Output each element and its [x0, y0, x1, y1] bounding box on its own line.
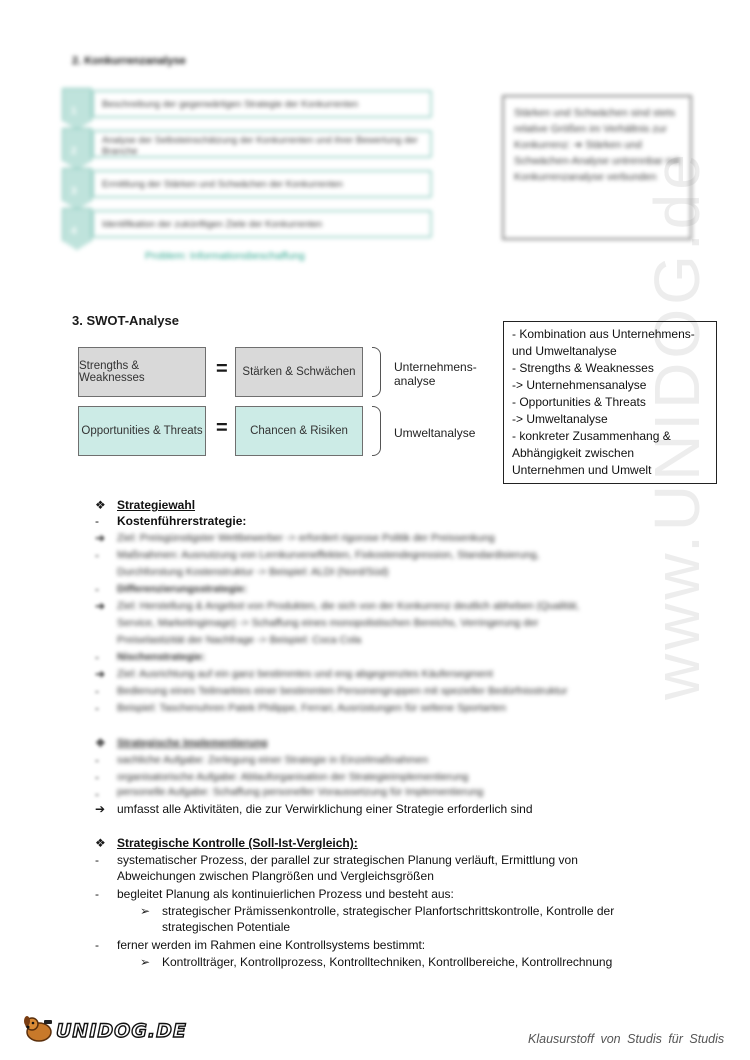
process-step: [62, 168, 432, 202]
note-line: - Opportunities & Threats: [512, 395, 646, 409]
blurred-line: organisatorische Aufgabe: Ablauforganisation der Strategieimplementierung: [117, 771, 469, 783]
chancen-risiken-box: Chancen & Risiken: [235, 406, 363, 456]
blurred-line: Maßnahmen: Ausnutzung von Lernkurveneffekten, Fixkostendegression, Standardisierung,: [117, 549, 540, 561]
blurred-line: Service, Marketingimage) -> Schaffung eines monopolistischen Bereichs, Verringerung der: [117, 617, 539, 629]
dash-bullet: -: [95, 548, 99, 562]
note-line: -> Umweltanalyse: [512, 412, 608, 426]
dash-bullet: -: [95, 582, 99, 596]
step-number: 1: [71, 106, 77, 117]
kontrolle-subitem: strategischer Prämissenkontrolle, strategischer Planfortschrittskontrolle, Kontrolle der: [162, 904, 615, 918]
note-line: - Strengths & Weaknesses: [512, 361, 654, 375]
dash-bullet: -: [95, 853, 99, 867]
step-arrow: [62, 128, 92, 170]
blurred-line: Bedienung eines Teilmarktes einer bestimmten Personengruppen mit spezieller Bedürfnisstruktur: [117, 685, 568, 697]
kontrolle-item: systematischer Prozess, der parallel zur strategischen Planung verläuft, Ermittlung von: [117, 853, 578, 867]
kostenfuehrer-heading: Kostenführerstrategie:: [117, 514, 247, 528]
note-line: - konkreter Zusammenhang & Abhängigkeit zwischen Unternehmen und Umwelt: [512, 429, 671, 477]
strengths-weaknesses-box: Strengths & Weaknesses: [78, 347, 206, 397]
blurred-line: Durchforstung Kostenstruktur -> Beispiel: ALDI (Nord/Süd): [117, 566, 389, 578]
dash-bullet: -: [95, 684, 99, 698]
strategiewahl-heading: Strategiewahl: [117, 498, 196, 512]
dash-bullet: -: [95, 514, 99, 528]
opportunities-threats-box: Opportunities & Threats: [78, 406, 206, 456]
dash-bullet: -: [95, 938, 99, 952]
kontrolle-item: Abweichungen zwischen Plangrößen und Vergleichsgrößen: [117, 869, 434, 883]
blurred-line: personelle Aufgabe: Schaffung personeller Voraussetzung für Implementierung: [117, 786, 484, 798]
diamond-bullet-icon: ❖: [95, 836, 106, 850]
kontrolle-item: begleitet Planung als kontinuierlichen Prozess und besteht aus:: [117, 887, 454, 901]
step-arrow: [62, 208, 92, 250]
dash-bullet: -: [95, 650, 99, 664]
brace-label-umweltanalyse: Umweltanalyse: [394, 426, 476, 440]
arrow-bullet-icon: ➔: [95, 599, 106, 613]
process-step: [62, 208, 432, 242]
kontrolle-subitem: strategischen Potentiale: [162, 920, 291, 934]
equals-sign: =: [216, 417, 228, 439]
arrow-bullet-icon: ➔: [95, 531, 106, 545]
process-problem: Problem: Informationsbeschaffung: [145, 250, 305, 262]
dash-bullet: -: [95, 887, 99, 901]
diamond-bullet-icon: ❖: [95, 498, 106, 512]
blurred-line: sachliche Aufgabe: Zerlegung einer Strategie in Einzelmaßnahmen: [117, 754, 429, 766]
blurred-line: Ziel: Herstellung & Angebot von Produkten, die sich von der Konkurrenz deutlich abheben (Qualität,: [117, 600, 580, 612]
dash-bullet: -: [95, 753, 99, 767]
blurred-line: Beispiel: Taschenuhren Patek Philippe, Ferrari, Ausrüstungen für seltene Sportarten: [117, 702, 507, 714]
triangle-bullet-icon: ➢: [140, 955, 151, 969]
kontrolle-item: ferner werden im Rahmen eine Kontrollsystems bestimmt:: [117, 938, 426, 952]
section3-heading: 3. SWOT-Analyse: [72, 313, 179, 328]
process-step: [62, 88, 432, 122]
watermark: www.UNIDOG.de: [641, 150, 713, 700]
note-line: -> Unternehmensanalyse: [512, 378, 647, 392]
brace: [372, 406, 381, 456]
arrow-bullet-icon: ➔: [95, 802, 106, 816]
brace-label-unternehmensanalyse: Unternehmens- analyse: [394, 360, 477, 388]
kontrolle-subitem: Kontrollträger, Kontrollprozess, Kontrolltechniken, Kontrollbereiche, Kontrollrechnung: [162, 955, 613, 969]
step-number: 3: [71, 186, 77, 197]
staerken-schwaechen-box: Stärken & Schwächen: [235, 347, 363, 397]
triangle-bullet-icon: ➢: [140, 904, 151, 918]
step-text: Ermittlung der Stärken und Schwächen der Konkurrenten: [92, 170, 432, 198]
unidog-logo-text: UNIDOG.DE: [56, 1020, 187, 1042]
dash-bullet: -: [95, 787, 99, 801]
footer-claim: Klausurstoff von Studis für Studis: [528, 1032, 725, 1046]
blurred-line: Strategische Implementierung: [117, 737, 268, 749]
blurred-line: Preiselastizität der Nachfrage -> Beispiel: Coca Cola: [117, 634, 362, 646]
dog-logo-icon: [22, 1015, 54, 1043]
blurred-line: Ziel: Ausrichtung auf ein ganz bestimmtes und eng abgegrenztes Käufersegment: [117, 668, 493, 680]
step-arrow: [62, 88, 92, 130]
blurred-line: Nischenstrategie:: [117, 651, 206, 663]
blurred-line: Differenzierungsstrategie:: [117, 583, 248, 595]
step-number: 2: [71, 146, 77, 157]
equals-sign: =: [216, 358, 228, 380]
section2-heading: 2. Konkurrenzanalyse: [72, 55, 186, 67]
dash-bullet: -: [95, 701, 99, 715]
arrow-bullet-icon: ➔: [95, 667, 106, 681]
step-text: Identifikation der zukünftigen Ziele der Konkurrenten: [92, 210, 432, 238]
process-step: [62, 128, 432, 162]
step-text: Beschreibung der gegenwärtigen Strategie der Konkurrenten: [92, 90, 432, 118]
swot-notes-box: [503, 321, 717, 484]
dash-bullet: -: [95, 770, 99, 784]
step-number: 4: [71, 226, 77, 237]
step-arrow: [62, 168, 92, 210]
implementierung-summary: umfasst alle Aktivitäten, die zur Verwirklichung einer Strategie erforderlich sind: [117, 802, 533, 816]
blurred-line: Ziel: Preisgünstigster Wettbewerber -> erfordert rigorose Politik der Preissenkung: [117, 532, 495, 544]
kontrolle-heading: Strategische Kontrolle (Soll-Ist-Vergleich):: [117, 836, 358, 850]
diamond-bullet-icon: ❖: [95, 736, 106, 750]
step-text: Analyse der Selbsteinschätzung der Konkurrenten und ihrer Bewertung der Branche: [92, 130, 432, 158]
brace: [372, 347, 381, 397]
note-line: - Kombination aus Unternehmens- und Umweltanalyse: [512, 327, 695, 358]
relative-strengths-note: Stärken und Schwächen sind stets relative Größen im Verhältnis zur Konkurrenz: ➔ Stärken und Schwächen-Analyse untrennbar mit Konkurrenzanalyse verbunden: [502, 95, 692, 240]
